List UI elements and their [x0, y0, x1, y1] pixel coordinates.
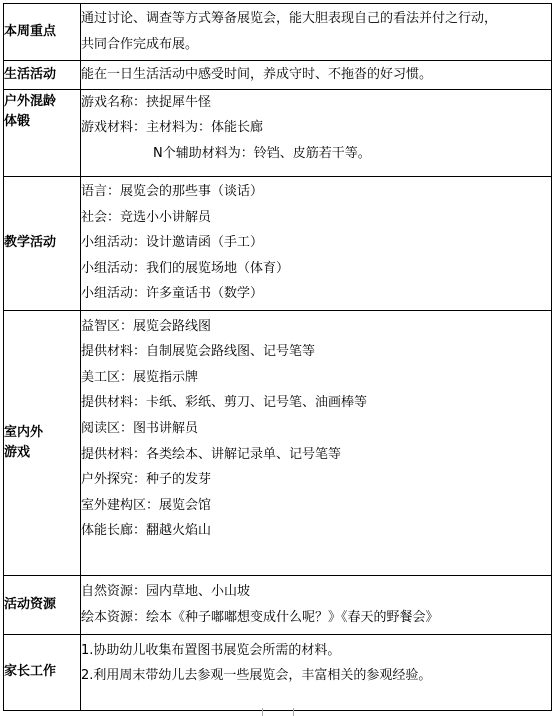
page-bottom-mark: [262, 708, 294, 716]
row-resources: [4, 575, 552, 634]
label-games-line: 游戏: [4, 444, 31, 460]
parents-line: 2.利用周末带幼儿去参观一些展览会，丰富相关的参观经验。: [81, 668, 432, 684]
outdoor-line: N个辅助材料为：铃铛、皮筋若干等。: [153, 145, 371, 161]
teaching-line: 小组活动：许多童话书（数学）: [81, 286, 264, 302]
label-parents: 家长工作: [4, 634, 81, 710]
label-outdoor-line: 体锻: [4, 113, 31, 129]
label-teaching: 教学活动: [4, 176, 81, 310]
row-parents: [4, 634, 552, 710]
label-games: [4, 310, 81, 575]
outdoor-line: 游戏名称：挟捉犀牛怪: [81, 94, 212, 110]
games-line: 体能长廊：翻越火焰山: [81, 523, 212, 539]
games-line: 阅读区：图书讲解员: [81, 420, 199, 436]
row-teaching: [4, 176, 552, 310]
resources-line: 绘本资源：绘本《种子嘟嘟想变成什么呢？》《春天的野餐会》: [81, 609, 439, 625]
row-games: [4, 310, 552, 575]
row-life: [4, 61, 552, 90]
label-outdoor-line: 户外混龄: [4, 93, 57, 109]
teaching-line: 小组活动：我们的展览场地（体育）: [81, 260, 290, 276]
games-line: 提供材料：自制展览会路线图、记号笔等: [81, 344, 316, 360]
label-life: 生活活动: [4, 61, 81, 90]
teaching-line: 社会：竞选小小讲解员: [81, 209, 212, 225]
focus-line: 通过讨论、调查等方式筹备展览会，能大胆表现自己的看法并付之行动，: [81, 11, 498, 27]
content-teaching: [81, 176, 552, 310]
teaching-line: 语言：展览会的那些事（谈话）: [81, 184, 264, 200]
games-line: 户外探究：种子的发芽: [81, 472, 212, 488]
games-line: 室外建构区：展览会馆: [81, 497, 212, 513]
focus-line: 共同合作完成布展。: [81, 37, 199, 52]
parents-line: 1.协助幼儿收集布置图书展览会所需的材料。: [81, 642, 341, 658]
content-resources: [81, 575, 552, 634]
content-outdoor: [81, 89, 552, 176]
content-focus: [81, 4, 552, 61]
outdoor-line: 游戏材料：主材料为：体能长廊: [81, 120, 264, 136]
teaching-line: 小组活动：设计邀请函（手工）: [81, 235, 264, 251]
resources-line: 自然资源：园内草地、小山坡: [81, 584, 251, 599]
content-parents: [81, 634, 552, 710]
row-focus: [4, 4, 552, 61]
games-line: 美工区：展览指示牌: [81, 369, 199, 385]
games-line: 益智区：展览会路线图: [81, 318, 212, 334]
weekly-plan-table: [3, 3, 552, 711]
label-games-line: 室内外: [4, 424, 44, 440]
content-games: [81, 310, 552, 575]
row-outdoor: [4, 89, 552, 176]
label-outdoor: [4, 89, 81, 176]
label-resources: 活动资源: [4, 575, 81, 634]
life-line: 能在一日生活活动中感受时间，养成守时、不拖沓的好习惯。: [81, 67, 433, 82]
games-line: 提供材料：卡纸、彩纸、剪刀、记号笔、油画棒等: [81, 395, 368, 411]
games-line: 提供材料：各类绘本、讲解记录单、记号笔等: [81, 446, 342, 462]
content-life: [81, 61, 552, 90]
label-focus: 本周重点: [4, 4, 81, 61]
